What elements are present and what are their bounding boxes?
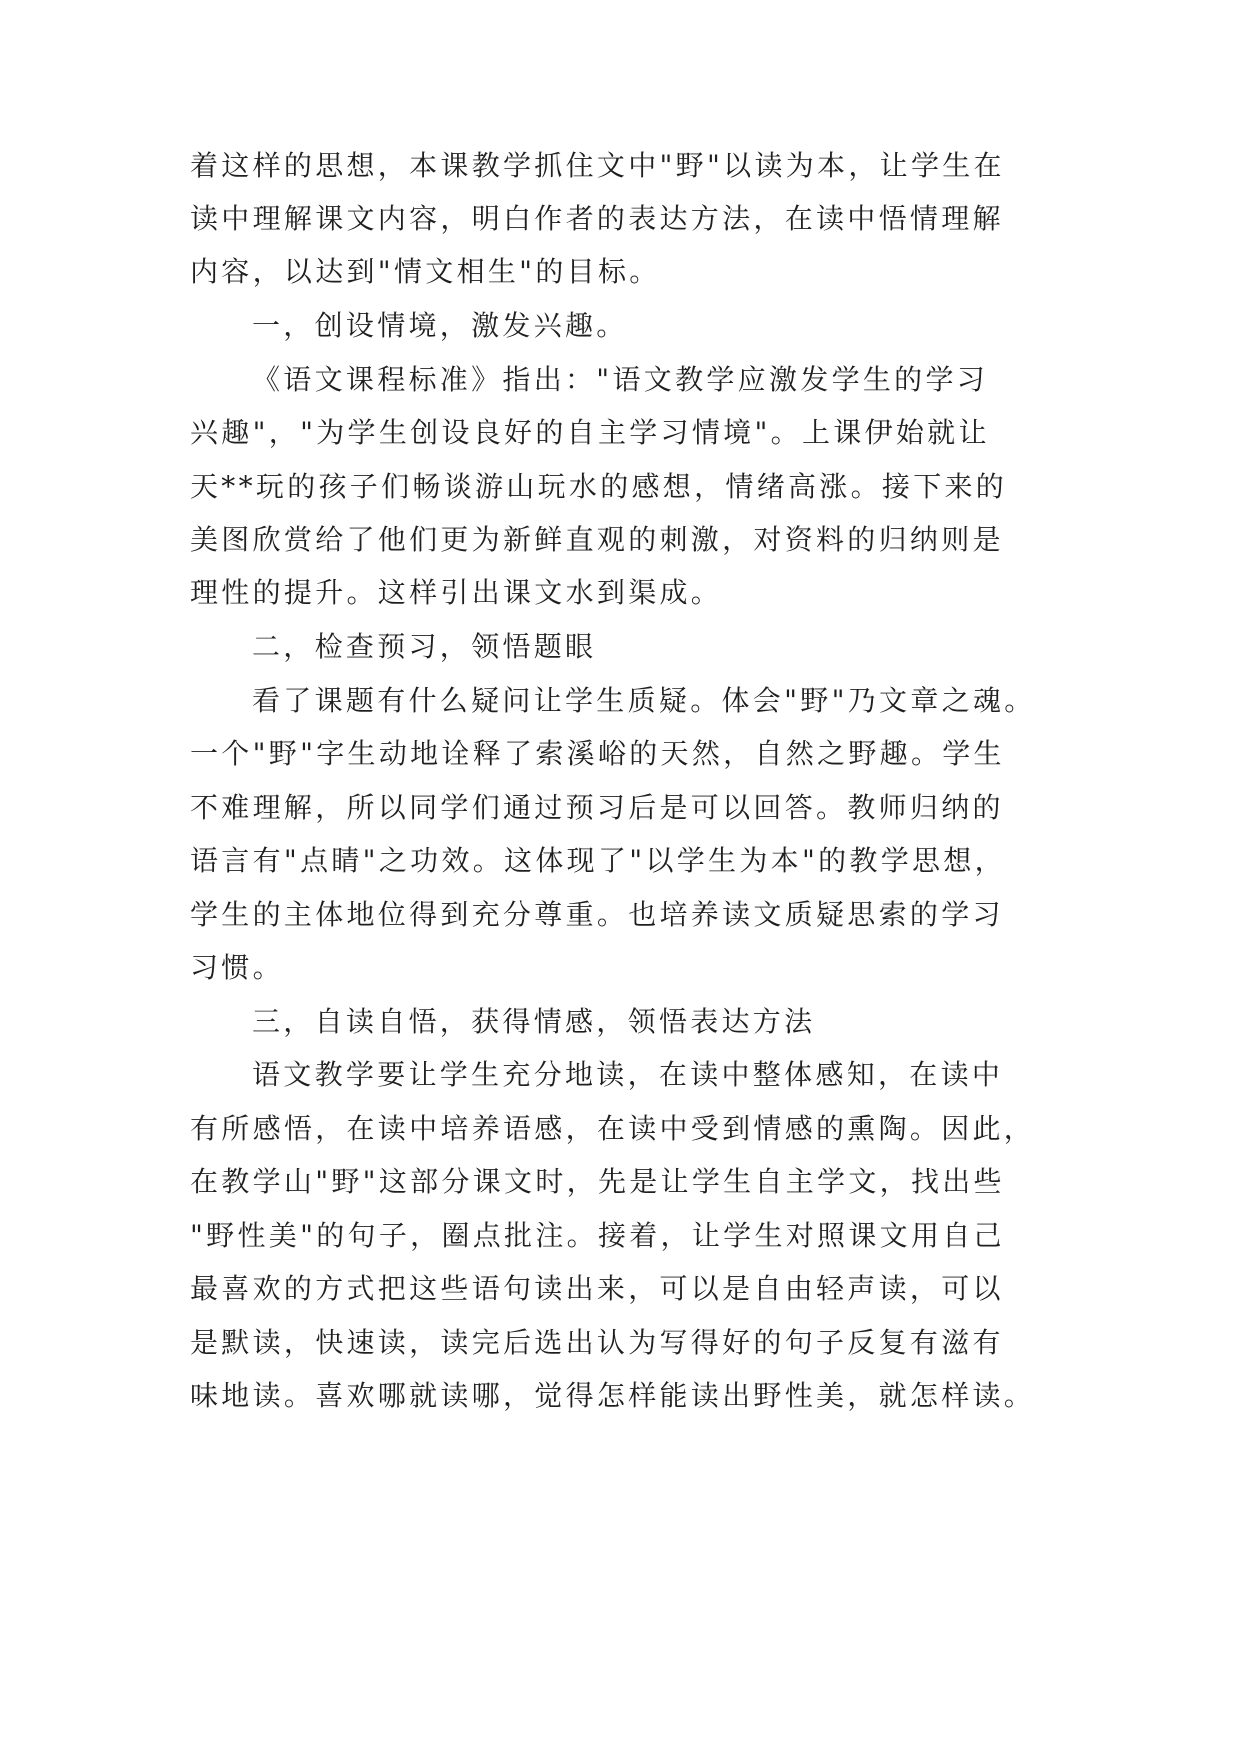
text-line: 兴趣"，"为学生创设良好的自主学习情境"。上课伊始就让 [190,416,990,449]
text-line: 着这样的思想，本课教学抓住文中"野"以读为本，让学生在 [190,149,1005,182]
text-line: 理性的提升。这样引出课文水到渠成。 [190,576,723,609]
text-line: 语言有"点睛"之功效。这体现了"以学生为本"的教学思想， [190,844,1006,877]
text-line: 有所感悟，在读中培养语感，在读中受到情感的熏陶。因此， [190,1112,1036,1145]
text-line: 味地读。喜欢哪就读哪，觉得怎样能读出野性美，就怎样读。 [190,1379,1036,1412]
text-line: 习惯。 [190,951,284,984]
section-heading: 三，自读自悟，获得情感，领悟表达方法 [252,1005,816,1038]
text-line: 《语文课程标准》指出："语文教学应激发学生的学习 [252,363,989,396]
text-line: 读中理解课文内容，明白作者的表达方法，在读中悟情理解 [190,202,1004,235]
text-line: 学生的主体地位得到充分尊重。也培养读文质疑思索的学习 [190,898,1004,931]
text-line: 天**玩的孩子们畅谈游山玩水的感想，情绪高涨。接下来的 [190,470,1008,503]
section-heading: 一，创设情境，激发兴趣。 [252,309,628,342]
text-line: 在教学山"野"这部分课文时，先是让学生自主学文，找出些 [190,1165,1005,1198]
text-line: 最喜欢的方式把这些语句读出来，可以是自由轻声读，可以 [190,1272,1004,1305]
text-line: 看了课题有什么疑问让学生质疑。体会"野"乃文章之魂。 [252,684,1036,717]
section-heading: 二，检查预习，领悟题眼 [252,630,597,663]
text-line: 美图欣赏给了他们更为新鲜直观的刺激，对资料的归纳则是 [190,523,1004,556]
text-line: "野性美"的句子，圈点批注。接着，让学生对照课文用自己 [190,1219,1005,1252]
text-line: 语文教学要让学生充分地读，在读中整体感知，在读中 [252,1058,1004,1091]
text-line: 不难理解，所以同学们通过预习后是可以回答。教师归纳的 [190,791,1004,824]
text-line: 一个"野"字生动地诠释了索溪峪的天然，自然之野趣。学生 [190,737,1005,770]
text-line: 是默读，快速读，读完后选出认为写得好的句子反复有滋有 [190,1326,1004,1359]
text-line: 内容，以达到"情文相生"的目标。 [190,255,661,288]
